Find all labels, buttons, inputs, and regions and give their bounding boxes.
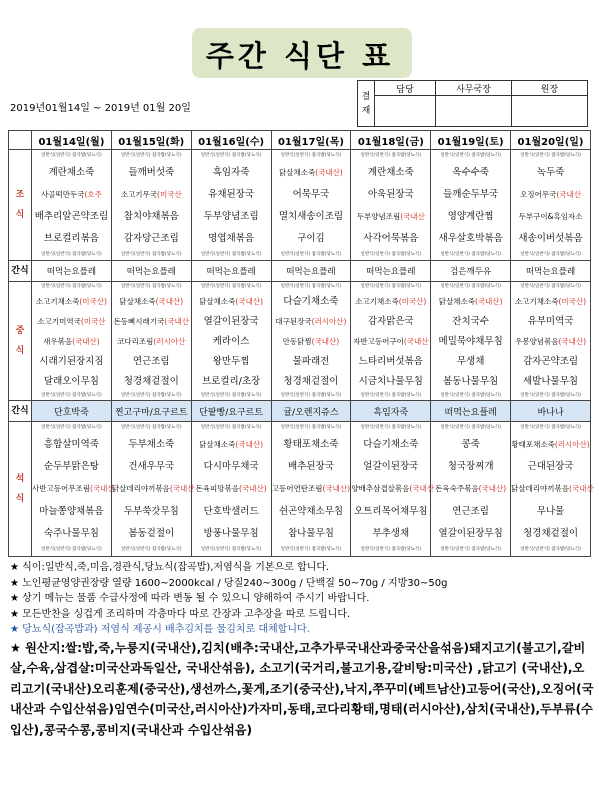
dish-item: 영양계란찜 (447, 210, 494, 222)
diet-note: 일반식(일반식) 잡곡밥(당뇨식) (280, 283, 342, 289)
diet-note: 일반식(일반식) 잡곡밥(당뇨식) (360, 392, 422, 398)
meal-cell (271, 422, 351, 557)
dish-item: 무생채 (456, 355, 485, 367)
dish-item: 황태포채소죽 (283, 438, 339, 450)
dish-item: 계란채소죽 (48, 166, 95, 178)
diet-note: 일반식(일반식) 잡곡밥(당뇨식) (360, 547, 422, 553)
dish-item: 돈육피망볶음(국내산) (195, 484, 267, 494)
day-header: 01월18일(금) (351, 131, 431, 150)
approval-col: 원장 (512, 81, 588, 96)
diet-note: 일반식(일반식) 잡곡밥(당뇨식) (41, 251, 102, 257)
dish-item: 감자당근조림 (123, 232, 179, 244)
diet-note: 일반식(일반식) 잡곡밥(당뇨식) (200, 283, 262, 289)
snack-cell: 떠먹는요플레 (431, 401, 511, 422)
diet-note: 일반식(일반식) 잡곡밥(당뇨식) (280, 424, 342, 430)
dish-item: 케라이스 (212, 335, 250, 347)
diet-note: 일반식(일반식) 잡곡밥(당뇨식) (440, 152, 501, 158)
dish-item: 숙주나물무침 (43, 528, 99, 540)
diet-note: 일반식(일반식) 잡곡밥(당뇨식) (520, 547, 581, 553)
diet-note: 일반식(일반식) 잡곡밥(당뇨식) (520, 392, 581, 398)
diet-note: 일반식(일반식) 잡곡밥(당뇨식) (440, 424, 501, 430)
dish-item: 들깨순두부국 (443, 188, 499, 200)
diet-note: 일반식(일반식) 잡곡밥(당뇨식) (360, 251, 422, 257)
meal-cell (111, 282, 191, 401)
diet-note: 일반식(일반식) 잡곡밥(당뇨식) (41, 547, 102, 553)
dish-item: 봄동나물무침 (443, 375, 499, 387)
dish-item: 소고기채소죽(미국산) (35, 296, 107, 306)
dish-item: 두부구이&흑임자소 (518, 211, 583, 221)
dish-item: 돈육숙주볶음(국내산) (435, 484, 507, 494)
diet-note: 일반식(일반식) 잡곡밥(당뇨식) (280, 152, 342, 158)
snack-cell: 귤/오렌지쥬스 (271, 401, 351, 422)
meal-cell (191, 282, 271, 401)
dish-item: 명엽채볶음 (208, 232, 255, 244)
dish-item: 연근조림 (132, 355, 170, 367)
snack-cell: 찐고구마/요구르트 (111, 401, 191, 422)
dish-item: 소고기미역국(미국산 (37, 316, 106, 326)
diet-note: 일반식(일반식) 잡곡밥(당뇨식) (520, 424, 581, 430)
dish-item: 멸치새송이조림 (278, 210, 344, 222)
dish-item: 소고기무국(미국산 (120, 189, 182, 199)
diet-note: 일반식(일반식) 잡곡밥(당뇨식) (200, 251, 262, 257)
diet-note: 일반식(일반식) 잡곡밥(당뇨식) (200, 424, 262, 430)
note-line: ★ 식이:일반식,죽,미음,경관식,당뇨식(잡곡밥),저염식을 기본으로 합니다. (10, 562, 330, 573)
diet-note: 일반식(일반식) 잡곡밥(당뇨식) (120, 424, 182, 430)
notes (10, 560, 595, 740)
dish-item: 순두부맑은탕 (43, 461, 99, 473)
diet-note: 일반식(일반식) 잡곡밥(당뇨식) (120, 547, 182, 553)
dish-item: 두부쑥갓무침 (123, 505, 179, 517)
meal-cell (111, 150, 191, 261)
meal-cell (32, 282, 112, 401)
dish-item: 청경채겉절이 (283, 375, 339, 387)
meal-cell (431, 422, 511, 557)
dish-item: 어묵무국 (292, 188, 330, 200)
dish-item: 새송이버섯볶음 (518, 232, 583, 244)
row-label-breakfast: 조 식 (9, 150, 32, 261)
dish-item: 녹두죽 (536, 166, 565, 178)
meal-cell (191, 150, 271, 261)
diet-note: 일반식(일반식) 잡곡밥(당뇨식) (41, 283, 102, 289)
dish-item: 사반고등어무조림(국내산 (32, 484, 115, 494)
day-header: 01월19일(토) (431, 131, 511, 150)
approval-sign (436, 96, 512, 127)
dish-item: 다슬기채소죽 (283, 295, 339, 307)
dish-item: 물파래전 (292, 355, 330, 367)
dish-item: 배추된장국 (288, 461, 334, 473)
dish-item: 브로컬리볶음 (43, 232, 99, 244)
row-label-snack1: 간식 (9, 261, 32, 282)
dish-item: 우봉양념볶음(국내산) (514, 336, 587, 346)
diet-note: 일반식(일반식) 잡곡밥(당뇨식) (41, 152, 102, 158)
dish-item: 시래기된장지짐 (39, 355, 104, 367)
dish-item: 연근조림 (452, 505, 489, 517)
dish-item: 감자곤약조림 (523, 355, 579, 367)
table-corner (9, 131, 32, 150)
dish-item: 사골떡만두국(호주 (40, 189, 102, 199)
snack-cell: 떠먹는요플레 (351, 261, 431, 282)
dish-item: 안동닭찜(국내산) (282, 336, 340, 346)
dish-item: 닭살채소죽(국내산) (119, 296, 184, 306)
meal-cell (271, 282, 351, 401)
dish-item: 돈등뼈시래기국(국내산 (113, 316, 189, 326)
diet-note: 일반식(일반식) 잡곡밥(당뇨식) (360, 424, 422, 430)
meal-cell (351, 282, 431, 401)
dish-item: 흥합살미역죽 (43, 438, 99, 450)
approval-box (357, 80, 588, 127)
period: 2019년01월14일 ~ 2019년 01월 20일 (10, 103, 191, 114)
diet-note: 일반식(일반식) 잡곡밥(당뇨식) (440, 283, 501, 289)
dish-item: 두부채소죽 (128, 438, 175, 450)
meal-cell (511, 150, 591, 261)
approval-sign (375, 96, 436, 127)
note-line: ★ 노인평균영양권장량 열량 1600~2000kcal / 당질240~300g / 단백질 50~70g / 지방30~50g (10, 577, 448, 589)
dish-item: 닭살데리야끼볶음(국내산 (111, 484, 195, 494)
dish-item: 콩죽 (461, 438, 480, 450)
snack-cell: 흑임자죽 (351, 401, 431, 422)
meal-cell (511, 282, 591, 401)
diet-note: 일반식(일반식) 잡곡밥(당뇨식) (360, 152, 422, 158)
diet-note: 일반식(일반식) 잡곡밥(당뇨식) (120, 392, 182, 398)
snack-cell: 떠먹는요플레 (111, 261, 191, 282)
snack-cell: 떠먹는요플레 (191, 261, 271, 282)
dish-item: 구이김 (297, 232, 325, 244)
meal-cell (431, 150, 511, 261)
dish-item: 오징어무국(국내산 (520, 189, 581, 199)
diet-note: 일반식(일반식) 잡곡밥(당뇨식) (280, 251, 342, 257)
origin-info: ★ 원산지:쌀:밥,죽,누룽지(국내산),김치(배추:국내산,고추가루국내산과중국산을섞음)돼지고기(불고기,갈비살,수육,삼겹살:미국산과독일산, 국내산섞음), 소고기(국거리,불고기용,갈비탕:미국산) ,닭고기 (국내산),오리고기(국내산)오리훈제(중국산),생선까스,꽃게,조기(중국산),낙지,쭈꾸미(베트남산)고등어(국산),오징어(국내산과 수입산섞음)임연수(미국산,러시아산)가자미,동태,코다리황태,명태(러시아산),삼치(국내산),두부류(수입산),콩국수콩,콩비지(국내산과 수입산섞음) (10, 640, 594, 737)
approval-col: 사무국장 (436, 81, 512, 96)
dish-item: 아욱된장국 (367, 188, 414, 200)
dish-item: 배추리알곤약조림 (34, 210, 109, 222)
dish-item: 유부미역국 (527, 315, 574, 327)
diet-note: 일반식(일반식) 잡곡밥(당뇨식) (440, 392, 501, 398)
dish-item: 메밀묵야채무침 (438, 335, 503, 347)
day-header: 01월14일(월) (32, 131, 112, 150)
dish-item: 닭살데리야끼볶음(국내산 (511, 484, 594, 494)
diet-note: 일반식(일반식) 잡곡밥(당뇨식) (280, 547, 342, 553)
diet-note: 일반식(일반식) 잡곡밥(당뇨식) (280, 392, 342, 398)
dish-item: 감자맑은국 (367, 315, 414, 327)
dish-item: 고등어연탄조림(국내산) (271, 484, 351, 494)
dish-item: 유채된장국 (208, 188, 255, 200)
day-header: 01월20일(일) (511, 131, 591, 150)
diet-note: 일반식(일반식) 잡곡밥(당뇨식) (520, 152, 581, 158)
dish-item: 청경채겉절이 (523, 528, 579, 540)
row-label-dinner: 석 식 (9, 422, 32, 557)
day-header: 01월17일(목) (271, 131, 351, 150)
dish-item: 근대된장국 (527, 461, 574, 473)
row-label-snack2: 간식 (9, 401, 32, 422)
dish-item: 코다리조림(러시아산 (117, 336, 186, 346)
snack-cell: 단호박죽 (32, 401, 112, 422)
dish-item: 느타리버섯볶음 (358, 355, 423, 367)
meal-cell (271, 150, 351, 261)
dish-item: 달래오이무침 (43, 375, 99, 387)
day-header: 01월15일(화) (111, 131, 191, 150)
approval-col: 담당 (375, 81, 436, 96)
note-line: ★ 상기 메뉴는 물품 수급사정에 따라 변동 될 수 있으니 양해하여 주시기 바랍니다. (10, 593, 370, 604)
meal-cell (191, 422, 271, 557)
dish-item: 부추생채 (372, 528, 410, 540)
dish-item: 들깨버섯죽 (128, 166, 175, 178)
diet-note: 일반식(일반식) 잡곡밥(당뇨식) (120, 152, 182, 158)
dish-item: 새우볶음(국내산) (43, 336, 100, 346)
dish-item: 방풍나물무침 (203, 528, 259, 540)
dish-item: 청국장찌개 (447, 461, 494, 473)
dish-item: 두부양념조림(국내산 (356, 211, 425, 221)
meal-cell (351, 422, 435, 557)
dish-item: 대구된장국(러시아산) (275, 316, 347, 326)
diet-note: 일반식(일반식) 잡곡밥(당뇨식) (120, 251, 182, 257)
page-title: 주간 식단 표 (205, 39, 395, 73)
dish-item: 황태포채소죽(러시아산) (511, 439, 590, 449)
dish-item: 다시마무채국 (203, 461, 259, 473)
meal-cell (111, 422, 195, 557)
diet-note: 일반식(일반식) 잡곡밥(당뇨식) (41, 424, 102, 430)
dish-item: 참치야채볶음 (123, 210, 179, 222)
dish-item: 시금치나물무침 (358, 375, 423, 387)
dish-item: 쉰곤약채소무침 (278, 505, 344, 517)
dish-item: 열갈이된장무침 (438, 528, 503, 540)
dish-item: 양배추삼겹살볶음(국내산 (351, 484, 435, 494)
dish-item: 단호박샐러드 (203, 505, 259, 517)
dish-item: 세발나물무침 (523, 375, 579, 387)
dish-item: 닭살채소죽(국내산) (279, 167, 343, 177)
dish-item: 소고기채소죽(미국산) (355, 296, 427, 306)
snack-cell: 떠먹는요플레 (271, 261, 351, 282)
snack-cell: 떠먹는요플레 (32, 261, 112, 282)
diet-note: 일반식(일반식) 잡곡밥(당뇨식) (200, 152, 262, 158)
meal-cell (511, 422, 594, 557)
dish-item: 열갈이된장국 (203, 315, 259, 327)
dish-item: 무나물 (536, 505, 565, 517)
dish-item: 자반고등어구이(국내산 (353, 336, 429, 346)
meal-cell (431, 282, 511, 401)
diet-note: 일반식(일반식) 잡곡밥(당뇨식) (120, 283, 182, 289)
dish-item: 소고기채소죽(미국산) (514, 296, 587, 306)
dish-item: 참나물무침 (288, 528, 334, 540)
dish-item: 오트리목어채무침 (354, 505, 428, 517)
diet-note: 일반식(일반식) 잡곡밥(당뇨식) (200, 392, 262, 398)
dish-item: 마늘쫑양채볶음 (39, 505, 104, 517)
dish-item: 브로컬리/초장 (201, 375, 261, 387)
dish-item: 청경채겉절이 (123, 375, 179, 387)
dish-item: 흑임자죽 (212, 166, 250, 178)
dish-item: 사각어묵볶음 (363, 232, 419, 244)
diet-note: 일반식(일반식) 잡곡밥(당뇨식) (440, 547, 501, 553)
snack-cell: 바나나 (511, 401, 591, 422)
dish-item: 봄동겉절이 (128, 528, 175, 540)
note-line: ★ 모든반찬을 싱겁게 조리하며 각층마다 따로 간장과 고추장을 따로 드립니다. (10, 608, 351, 620)
diet-note: 일반식(일반식) 잡곡밥(당뇨식) (360, 283, 422, 289)
meal-cell (32, 150, 112, 261)
dish-item: 얼갈이된장국 (363, 461, 419, 473)
approval-sign (512, 96, 588, 127)
day-header: 01월16일(수) (191, 131, 271, 150)
meal-cell (32, 422, 115, 557)
dish-item: 다슬기채소죽 (363, 438, 419, 450)
snack-cell: 단팥빵/요구르트 (191, 401, 271, 422)
diet-note: 일반식(일반식) 잡곡밥(당뇨식) (200, 547, 262, 553)
dish-item: 왕만두찜 (212, 355, 250, 367)
dish-item: 두부양념조림 (203, 210, 259, 222)
approval-label: 결 재 (358, 81, 375, 127)
dish-item: 계란채소죽 (367, 166, 414, 178)
diet-note: 일반식(일반식) 잡곡밥(당뇨식) (41, 392, 102, 398)
diet-note: 일반식(일반식) 잡곡밥(당뇨식) (520, 283, 581, 289)
snack-cell: 검은깨두유 (431, 261, 511, 282)
menu-table (8, 130, 594, 557)
note-line: ★ 당뇨식(잡곡밥과) 저염식 제공시 배추김치를 물김치로 대체합니다. (10, 624, 310, 635)
snack-cell: 떠먹는요플레 (511, 261, 591, 282)
dish-item: 닭살채소죽(국내산) (199, 439, 264, 449)
dish-item: 잔치국수 (452, 315, 489, 327)
dish-item: 건새우무국 (128, 461, 175, 473)
dish-item: 새우살호박볶음 (438, 232, 503, 244)
diet-note: 일반식(일반식) 잡곡밥(당뇨식) (440, 251, 501, 257)
diet-note: 일반식(일반식) 잡곡밥(당뇨식) (520, 251, 581, 257)
dish-item: 옥수수죽 (452, 166, 489, 178)
dish-item: 닭살채소죽(국내산) (199, 296, 264, 306)
dish-item: 닭살채소죽(국내산) (438, 296, 503, 306)
meal-cell (351, 150, 431, 261)
row-label-lunch: 중 식 (9, 282, 32, 401)
